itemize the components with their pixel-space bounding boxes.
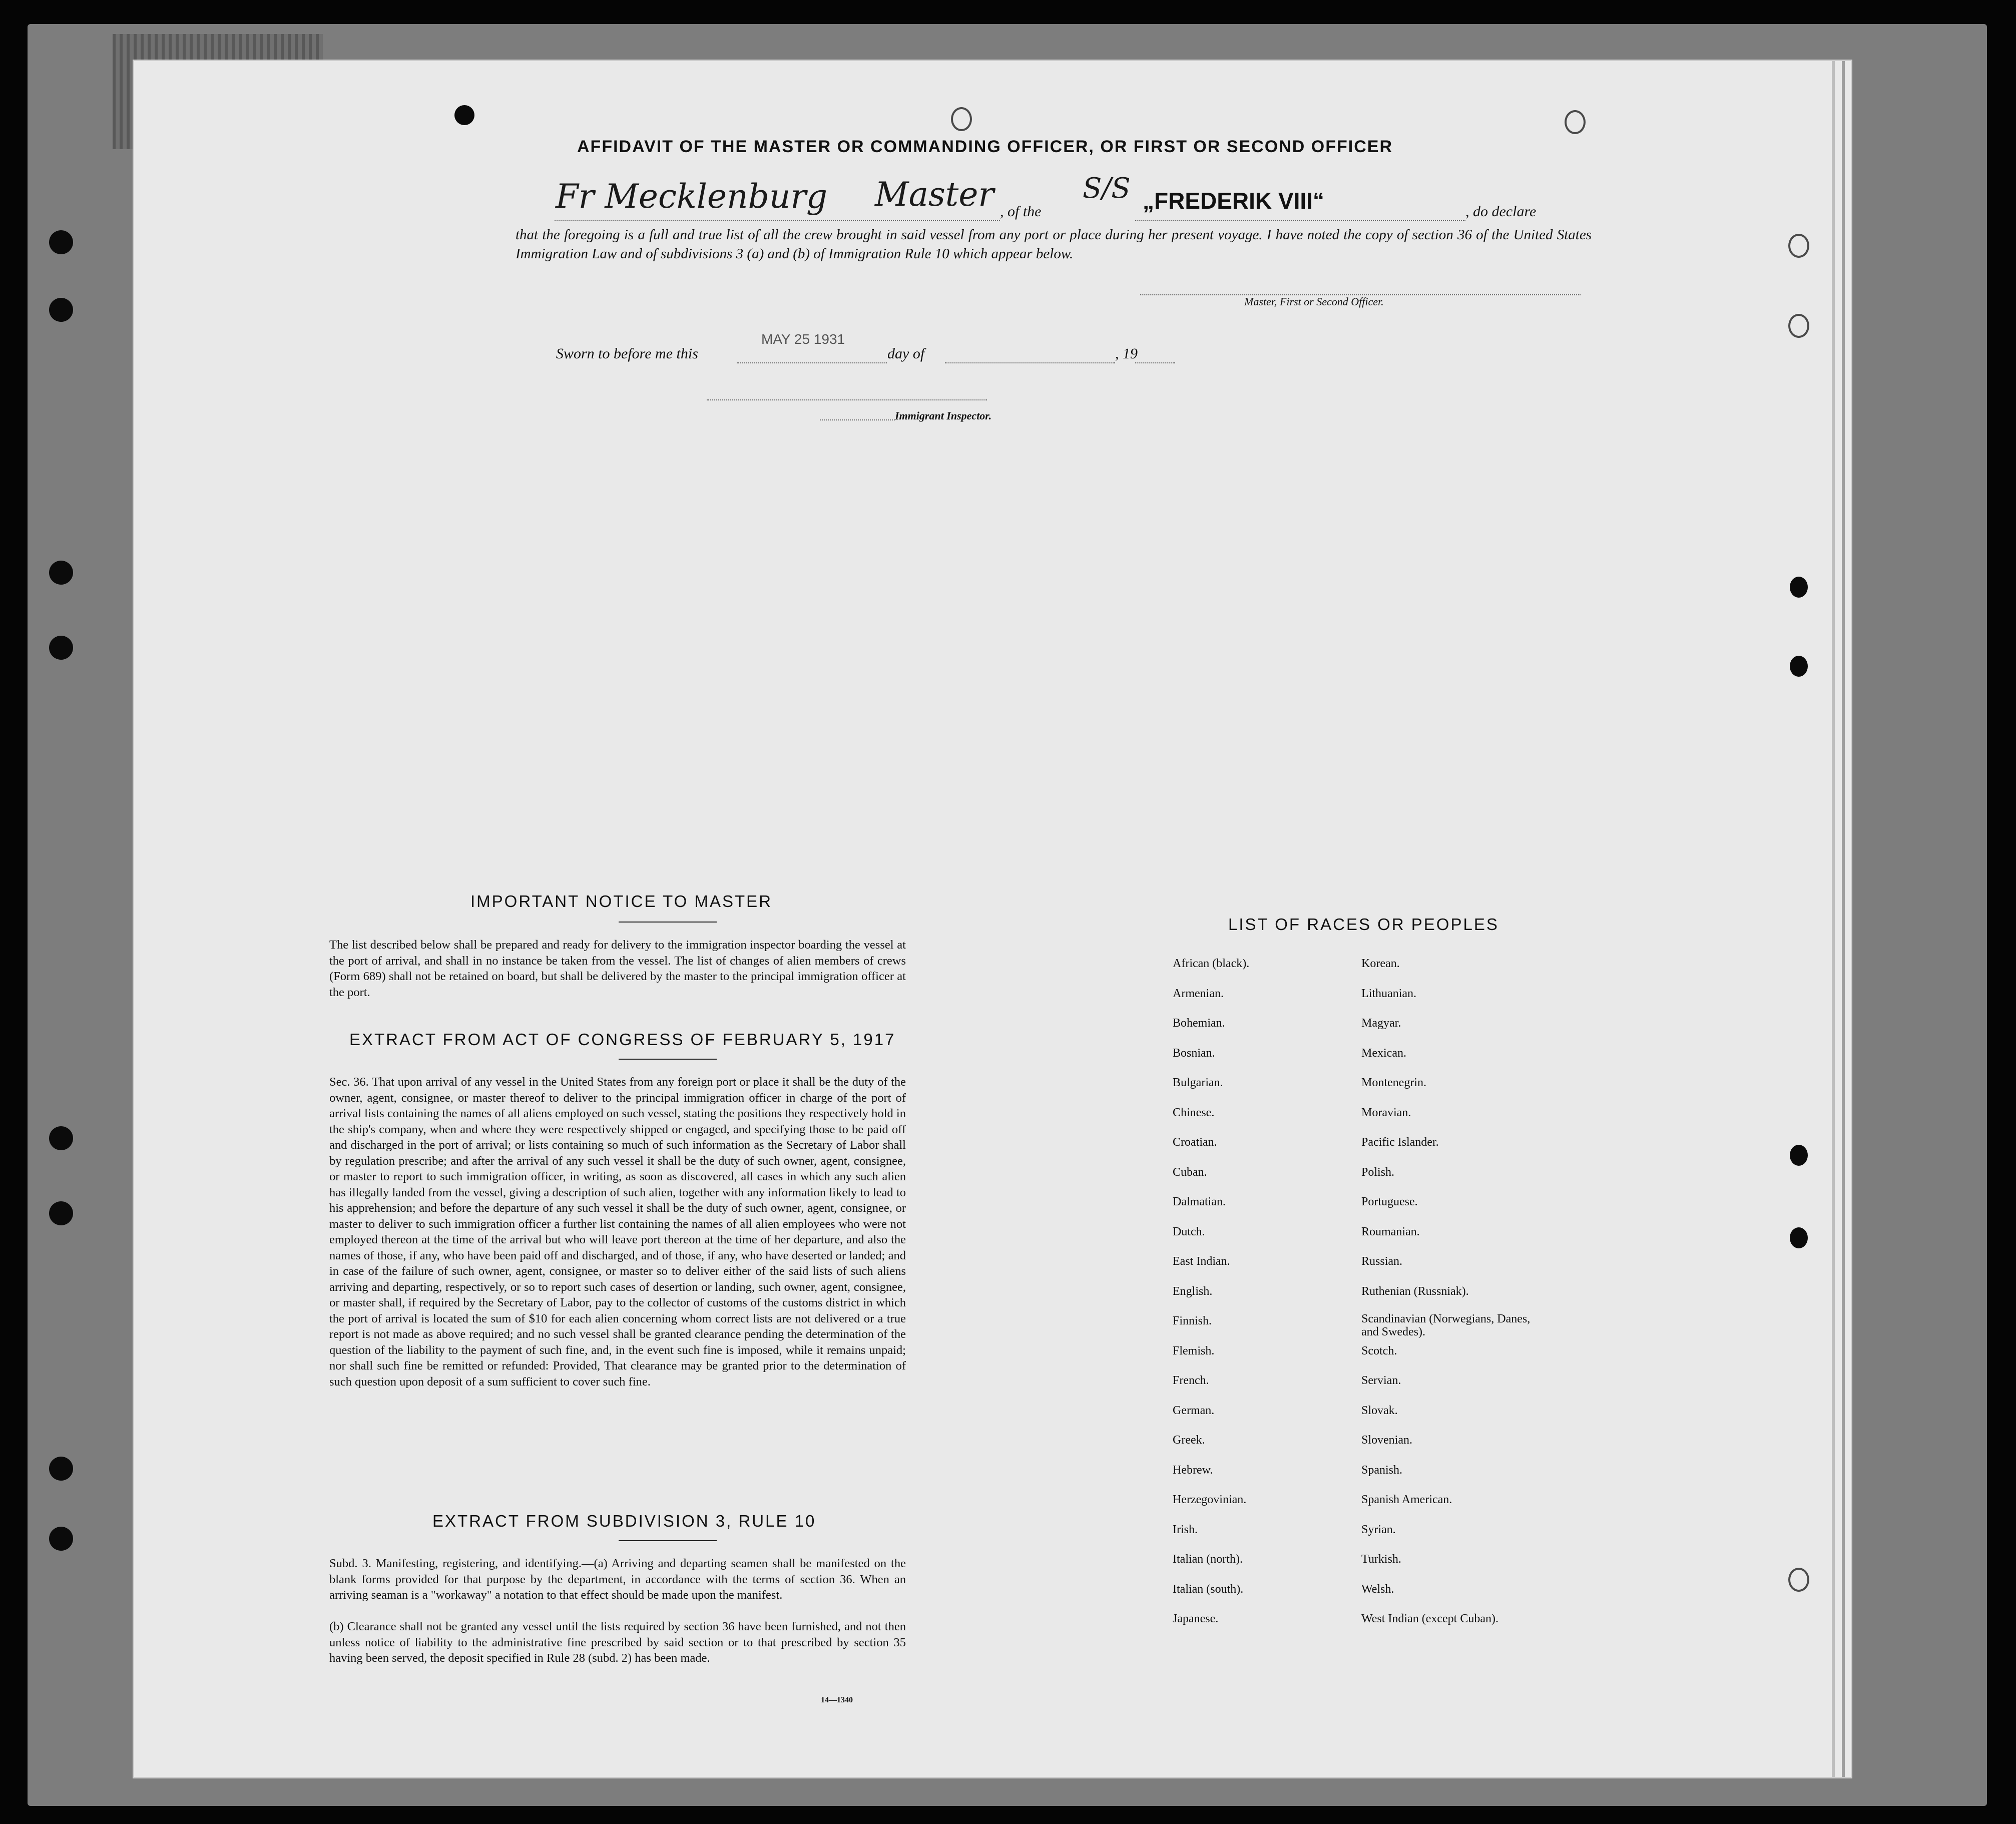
race-item: Dutch. <box>1173 1225 1205 1238</box>
binder-hole <box>49 1201 73 1225</box>
race-item: English. <box>1173 1284 1213 1298</box>
punch-hole <box>1790 577 1808 598</box>
notice-title: IMPORTANT NOTICE TO MASTER <box>470 892 773 910</box>
punch-hole <box>1788 234 1809 258</box>
punch-hole <box>1790 1145 1808 1166</box>
race-item: East Indian. <box>1173 1255 1230 1268</box>
of-the-label: , of the <box>1000 203 1042 220</box>
rule-extract-text-a: Subd. 3. Manifesting, registering, and identifying.—(a) Arriving and departing seamen shall be manifested on the blank forms provided for that purpose by the department, in accordance with the terms of section 36. When an arriving seaman is a "workaway" a notation to that effect should be made upon the manifest. <box>329 1557 906 1602</box>
race-item: Pacific Islander. <box>1361 1136 1439 1149</box>
sworn-day-line <box>737 362 887 363</box>
signer-name: Fr Mecklenburg <box>556 177 828 216</box>
race-item: German. <box>1173 1404 1215 1417</box>
signer-line <box>555 220 1000 221</box>
inspector-line-2 <box>820 419 895 420</box>
declaration-text: that the foregoing is a full and true list of all the crew brought in said vessel from any port or place during her present voyage. I have noted the copy of section 36 of the United States Immigration Law and of subdivisions 3 (a) and (b) of Immigration Rule 10 which appear below. <box>516 227 1592 262</box>
inspector-line <box>707 399 987 400</box>
punch-hole <box>1790 656 1808 677</box>
race-item: Italian (north). <box>1173 1553 1243 1566</box>
race-item: Armenian. <box>1173 987 1224 1000</box>
vessel-name-line <box>1135 220 1465 221</box>
rule-extract-text-b: (b) Clearance shall not be granted any vessel until the lists required by section 36 have been furnished, and not then unless notice of liability to the administrative fine prescribed by said section or to that prescribed by section 35 having been served, the deposit specified in Rule 28 (subd. 2) has been made. <box>329 1620 906 1665</box>
race-item: Welsh. <box>1361 1582 1394 1596</box>
year-label: , 19 <box>1115 345 1138 362</box>
vessel-prefix: S/S <box>1083 172 1131 205</box>
date-stamp: MAY 25 1931 <box>761 331 845 347</box>
form-number: 14—1340 <box>821 1696 853 1704</box>
race-item: French. <box>1173 1374 1209 1387</box>
race-item: Chinese. <box>1173 1106 1215 1119</box>
race-item: Herzegovinian. <box>1173 1493 1247 1506</box>
race-item: Finnish. <box>1173 1314 1212 1327</box>
race-item: Slovenian. <box>1361 1434 1412 1447</box>
race-item: Montenegrin. <box>1361 1076 1426 1089</box>
punch-hole <box>1788 314 1809 338</box>
sworn-year-line <box>1135 362 1175 363</box>
notice-text: The list described below shall be prepared and ready for delivery to the immigration inspector boarding the vessel at the port of arrival, and shall in no instance be taken from the vessel. The list of changes of alien members of crews (Form 689) shall not be retained on board, but shall be delivered by the master to the principal immigration officer at the port. <box>329 938 906 999</box>
binder-hole <box>49 1126 73 1150</box>
sworn-label: Sworn to before me this <box>556 345 698 362</box>
race-item: Portuguese. <box>1361 1195 1418 1208</box>
punch-hole <box>1565 110 1586 134</box>
binder-hole <box>49 561 73 585</box>
race-item: Hebrew. <box>1173 1463 1213 1477</box>
rule-extract-rule <box>619 1540 717 1541</box>
page-edge <box>1842 61 1845 1777</box>
race-item: Japanese. <box>1173 1612 1219 1625</box>
race-item: Mexican. <box>1361 1046 1406 1060</box>
act-extract-title: EXTRACT FROM ACT OF CONGRESS OF FEBRUARY 5, 1917 <box>349 1030 896 1049</box>
race-item: Syrian. <box>1361 1523 1396 1536</box>
vessel-name-stamp: „FREDERIK VIII“ <box>1143 188 1324 214</box>
binder-hole <box>49 230 73 254</box>
page-edge <box>1832 61 1835 1777</box>
race-item: Irish. <box>1173 1523 1198 1536</box>
binder-hole <box>49 636 73 660</box>
race-item: Roumanian. <box>1361 1225 1420 1238</box>
punch-hole <box>1788 1568 1809 1592</box>
race-item: Spanish American. <box>1361 1493 1452 1506</box>
races-title: LIST OF RACES OR PEOPLES <box>1228 915 1499 934</box>
affidavit-title: AFFIDAVIT OF THE MASTER OR COMMANDING OFFICER, OR FIRST OR SECOND OFFICER <box>577 137 1393 156</box>
race-item: Bulgarian. <box>1173 1076 1223 1089</box>
race-item: Turkish. <box>1361 1553 1401 1566</box>
race-item: Scotch. <box>1361 1344 1397 1357</box>
day-of-label: day of <box>887 345 925 362</box>
race-item: Korean. <box>1361 957 1400 970</box>
race-item: Moravian. <box>1361 1106 1411 1119</box>
punch-hole <box>951 107 972 131</box>
signature-caption: Master, First or Second Officer. <box>1244 295 1384 308</box>
act-extract-rule <box>619 1059 717 1060</box>
notice-rule <box>619 922 717 923</box>
race-item: Spanish. <box>1361 1463 1403 1477</box>
binder-hole <box>49 1527 73 1551</box>
race-item: Dalmatian. <box>1173 1195 1226 1208</box>
form-page <box>134 61 1851 1777</box>
race-item: Scandinavian (Norwegians, Danes, and Swedes). <box>1361 1312 1531 1338</box>
race-item: West Indian (except Cuban). <box>1361 1612 1498 1625</box>
race-item: Servian. <box>1361 1374 1401 1387</box>
signer-rank: Master <box>875 175 994 214</box>
race-item: Italian (south). <box>1173 1582 1244 1596</box>
race-item: Cuban. <box>1173 1165 1207 1179</box>
rule-extract-title: EXTRACT FROM SUBDIVISION 3, RULE 10 <box>432 1512 816 1530</box>
race-item: Slovak. <box>1361 1404 1398 1417</box>
inspector-caption: Immigrant Inspector. <box>895 409 992 422</box>
race-item: African (black). <box>1173 957 1250 970</box>
race-item: Bosnian. <box>1173 1046 1215 1060</box>
race-item: Croatian. <box>1173 1136 1217 1149</box>
race-item: Greek. <box>1173 1434 1205 1447</box>
race-item: Flemish. <box>1173 1344 1215 1357</box>
race-item: Russian. <box>1361 1255 1403 1268</box>
act-extract-text: Sec. 36. That upon arrival of any vessel in the United States from any foreign port or place it shall be the duty of the owner, agent, consignee, or master thereof to deliver to the principal immigration officer in charge of the port of arrival lists containing the names of all aliens employed on such vessel, stating the positions they respectively hold in the ship's company, when and where they were respectively shipped or engaged, and specifying those to be paid off and discharged in the port of arrival; or lists containing so much of such information as the Secretary of Labor shall by regulation prescribe; and after the arrival of any such vessel it shall be the duty of such owner, agent, consignee, or master to report to such immigration officer, in writing, as soon as discovered, all cases in which any such alien has illegally landed from the vessel, giving a description of such alien, together with any information likely to lead to his apprehension; and before the departure of any such vessel it shall be the duty of such owner, agent, consignee, or master to deliver to such immigration officer a further list containing the names of all alien employees who were not employed thereon at the time of the arrival but who will leave port thereon at the time of her departure, and also the names of those, if any, who have been paid off and discharged, and of those, if any, who have deserted or landed; and in case of the failure of such owner, agent, consignee, or master so to deliver either of the said lists of such aliens arriving and departing, respectively, or so to report such cases of desertion or landing, such owner, agent, consignee, or master shall, if required by the Secretary of Labor, pay to the collector of customs of the customs district in which the port of arrival is located the sum of $10 for each alien concerning whom correct lists are not delivered or a true report is not made as above required; and no such vessel shall be granted clearance pending the determination of the question of the liability to the payment of such fine, and, in the event such fine is imposed, while it remains unpaid; nor shall such fine be remitted or refunded: Provided, That clearance may be granted prior to the determination of such question upon deposit of a sum sufficient to cover such fine. <box>329 1075 906 1389</box>
race-item: Lithuanian. <box>1361 987 1416 1000</box>
punch-hole <box>454 105 474 125</box>
race-item: Ruthenian (Russniak). <box>1361 1284 1469 1298</box>
race-item: Magyar. <box>1361 1017 1401 1030</box>
sworn-month-line <box>945 362 1115 363</box>
punch-hole <box>1790 1227 1808 1248</box>
do-declare-label: , do declare <box>1465 203 1537 220</box>
race-item: Polish. <box>1361 1165 1395 1179</box>
binder-hole <box>49 298 73 322</box>
race-item: Bohemian. <box>1173 1017 1225 1030</box>
binder-hole <box>49 1457 73 1481</box>
